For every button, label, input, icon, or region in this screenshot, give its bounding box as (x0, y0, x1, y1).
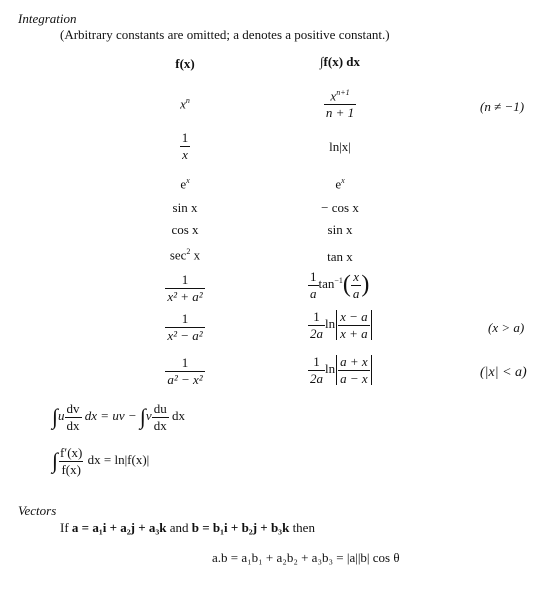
row9-fx: $\frac{1}{\text{a² − x²}}$ (167, 355, 203, 387)
header-fx: f(x) (175, 56, 195, 71)
row2-integral: ln|x| (329, 139, 351, 154)
row8-integral: $\frac{1}{2a}$ ln $\frac{x - a}{x + a}$ (308, 310, 408, 340)
row6-fx: $\sec^2 x$ (169, 247, 201, 263)
row3-fx: $e^x$ (180, 176, 190, 192)
vector-definitions: If a = a₁i + a₂j + a₃k and b = b₁i + b₂j + b₃k then (60, 520, 315, 535)
row4-fx: sin x (172, 200, 198, 215)
row4-integral: − cos x (321, 200, 359, 215)
constants-note: (Arbitrary constants are omitted; a denotes a positive constant.) (60, 27, 390, 42)
log-derivative-rule: ∫ $\frac{f'(x)}{f(x)}$ dx = ln|f(x)| (52, 445, 150, 477)
row6-integral: tan x (327, 249, 353, 264)
section-title-vectors: Vectors (18, 503, 57, 518)
row9-condition: (|x| < a) (480, 365, 527, 380)
row5-integral: sin x (327, 222, 353, 237)
row3-integral: $e^x$ (335, 176, 345, 192)
row2-fx: $\frac{1}{x}$ (181, 130, 189, 162)
section-title-integration: Integration (18, 11, 77, 26)
row8-fx: $\frac{1}{\text{x² − a²}}$ (167, 311, 203, 343)
row7-integral: $\frac{1}{a}$ $\tan^{-1}$( $\frac{x}{a}$ ) (310, 269, 370, 301)
row5-fx: cos x (171, 222, 199, 237)
integration-by-parts: ∫u $\frac{dv}{dx}$ dx = uv − ∫v $\frac{du}{dx}$ dx (52, 401, 185, 433)
row7-fx: $\frac{1}{\text{x² + a²}}$ (167, 272, 203, 304)
row1-condition: (n ≠ −1) (480, 99, 525, 114)
header-integral: ∫f(x) dx (319, 54, 361, 69)
row9-integral: $\frac{1}{2a}$ ln $\frac{a + x}{a - x}$ (308, 355, 408, 385)
dot-product-formula: a.b = a₁b₁ + a₂b₂ + a₃b₃ = |a||b| cos θ (212, 550, 400, 565)
row8-condition: (x > a) (488, 320, 525, 335)
row1-integral: $\frac{x^{n+1}}{n + 1}$ (325, 88, 355, 120)
row1-fx: $x^n$ (180, 96, 190, 112)
